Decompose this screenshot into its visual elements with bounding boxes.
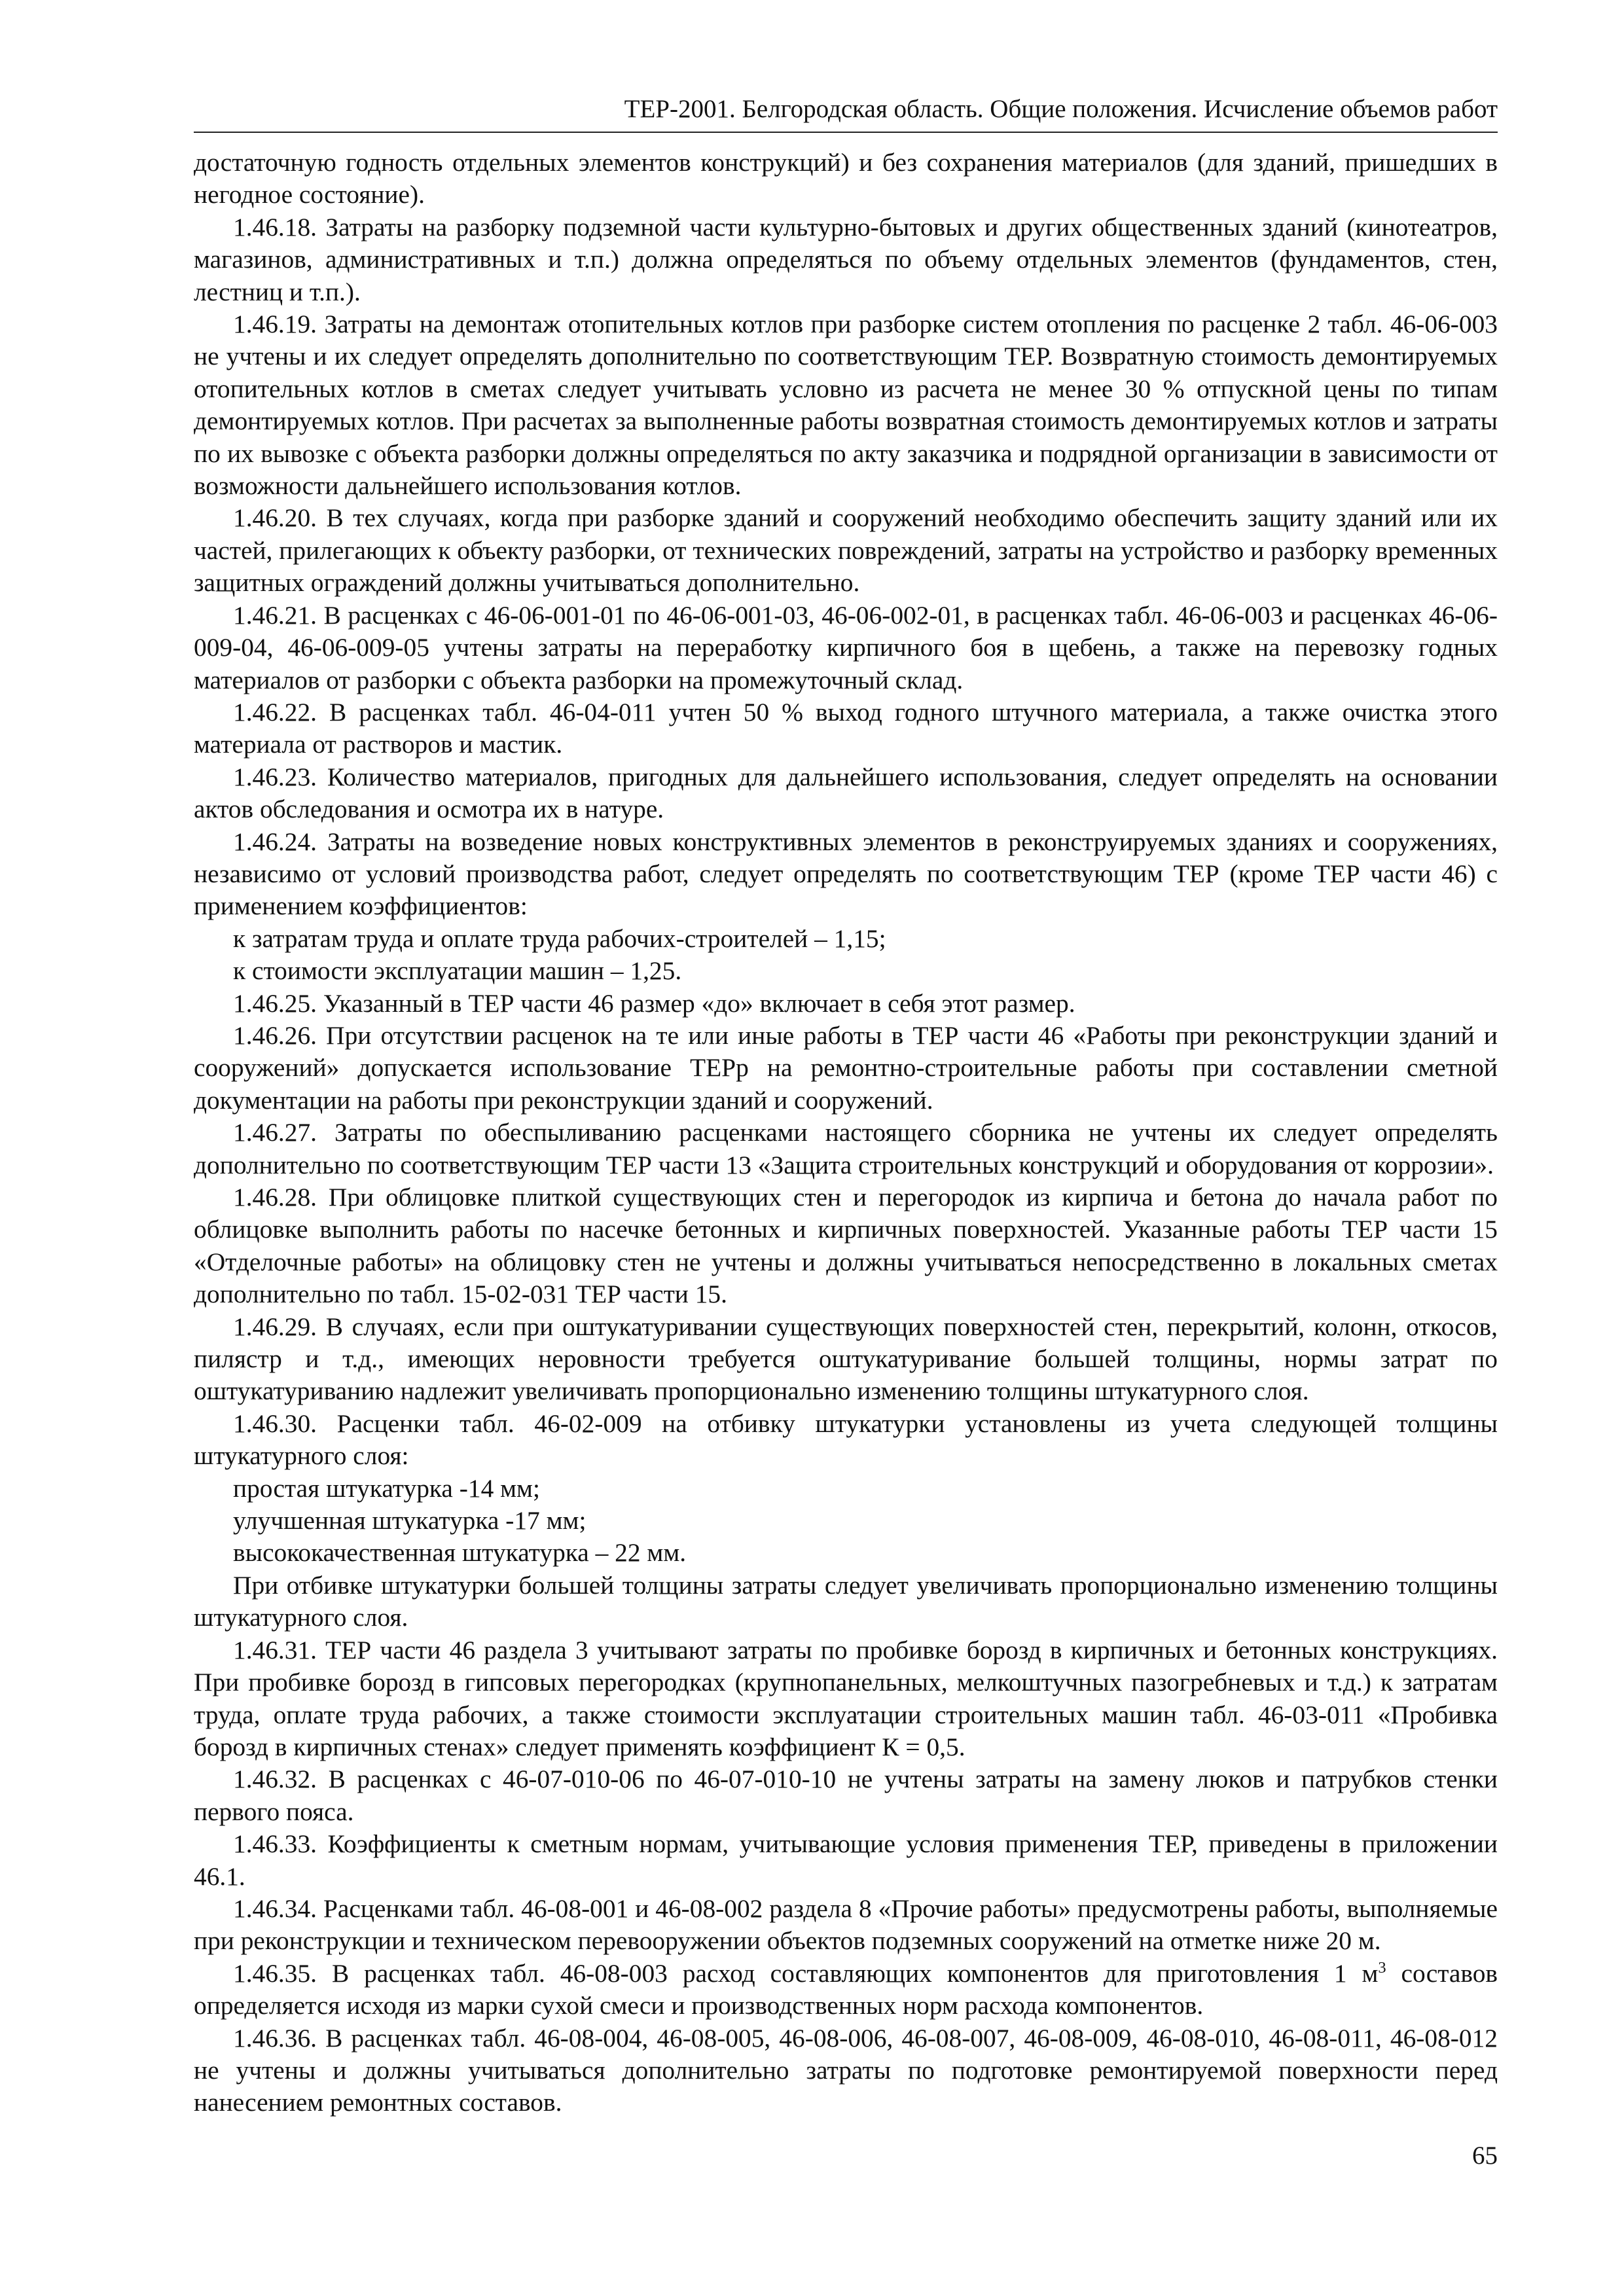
- paragraph: 1.46.20. В тех случаях, когда при разборке зданий и сооружений необходимо обеспечить защиту зданий или их частей, прилегающих к объекту разборки, от технических повреждений, затраты на устройство и разборку временных защитных ограждений должны учитываться дополнительно.: [194, 503, 1498, 598]
- paragraph: 1.46.33. Коэффициенты к сметным нормам, учитывающие условия применения ТЕР, приведены в приложении 46.1.: [194, 1829, 1498, 1891]
- paragraph: 1.46.24. Затраты на возведение новых конструктивных элементов в реконструируемых зданиях и сооружениях, независимо от условий производства работ, следует определять по соответствующим ТЕР (кроме ТЕР части 46) с применением коэффициентов:: [194, 827, 1498, 921]
- list-item: к стоимости эксплуатации машин – 1,25.: [233, 956, 682, 986]
- paragraph: 1.46.30. Расценки табл. 46-02-009 на отбивку штукатурки установлены из учета следующей толщины штукатурного слоя:: [194, 1408, 1498, 1471]
- running-header: ТЕР-2001. Белгородская область. Общие положения. Исчисление объемов работ: [624, 95, 1498, 123]
- paragraph: 1.46.31. ТЕР части 46 раздела 3 учитывают затраты по пробивке борозд в кирпичных и бетонных конструкциях. При пробивке борозд в гипсовых перегородках (крупнопанельных, мелкоштучных пазогребневых и т.д.) к затратам труда, оплате труда рабочих, а также стоимости эксплуатации строительных машин табл. 46-03-011 «Пробивка борозд в кирпичных стенах» следует применять коэффициент К = 0,5.: [194, 1635, 1498, 1761]
- paragraph: 1.46.22. В расценках табл. 46-04-011 учтен 50 % выход годного штучного материала, а также очистка этого материала от растворов и мастик.: [194, 697, 1498, 759]
- paragraph: 1.46.26. При отсутствии расценок на те или иные работы в ТЕР части 46 «Работы при реконструкции зданий и сооружений» допускается использование ТЕРр на ремонтно-строительные работы при составлении сметной документации на работы при реконструкции зданий и сооружений.: [194, 1020, 1498, 1115]
- paragraph: [194, 1958, 1498, 2022]
- paragraph: 1.46.19. Затраты на демонтаж отопительных котлов при разборке систем отопления по расценке 2 табл. 46-06-003 не учтены и их следует определять дополнительно по соответствующим ТЕР. Возвратную стоимость демонтируемых отопительных котлов в сметах следует учитывать условно из расчета не менее 30 % отпускной цены по типам демонтируемых котлов. При расчетах за выполненные работы возвратная стоимость демонтируемых котлов и затраты по их вывозке с объекта разборки должны определяться по акту заказчика и подрядной организации в зависимости от возможности дальнейшего использования котлов.: [194, 310, 1498, 501]
- paragraph: 1.46.36. В расценках табл. 46-08-004, 46-08-005, 46-08-006, 46-08-007, 46-08-009, 46-08-010, 46-08-011, 46-08-012 не учтены и должны учитываться дополнительно затраты по подготовке ремонтируемой поверхности перед нанесением ремонтных составов.: [194, 2023, 1498, 2117]
- list-item: высококачественная штукатурка – 22 мм.: [233, 1538, 687, 1568]
- paragraph: 1.46.28. При облицовке плиткой существующих стен и перегородок из кирпича и бетона до начала работ по облицовке выполнить работы по насечке бетонных и кирпичных поверхностей. Указанные работы ТЕР части 15 «Отделочные работы» на облицовку стен не учтены и должны учитываться непосредственно в локальных сметах дополнительно по табл. 15-02-031 ТЕР части 15.: [194, 1183, 1498, 1309]
- paragraph-text: 1.46.35. В расценках табл. 46-08-003 расход составляющих компонентов для приготовления 1 м: [233, 1958, 1379, 1988]
- paragraph: 1.46.25. Указанный в ТЕР части 46 размер «до» включает в себя этот размер.: [233, 988, 1075, 1018]
- list-item: улучшенная штукатурка -17 мм;: [233, 1506, 586, 1535]
- list-item: к затратам труда и оплате труда рабочих-строителей – 1,15;: [233, 924, 886, 953]
- header-divider: [194, 132, 1498, 133]
- paragraph-text: составов определяется исходя из марки сухой смеси и производственных норм расхода компонентов.: [194, 1958, 1498, 2020]
- paragraph: 1.46.29. В случаях, если при оштукатуривании существующих поверхностей стен, перекрытий, колонн, откосов, пилястр и т.д., имеющих неровности требуется оштукатуривание большей толщины, нормы затрат по оштукатуриванию надлежит увеличивать пропорционально изменению толщины штукатурного слоя.: [194, 1312, 1498, 1406]
- paragraph: 1.46.21. В расценках с 46-06-001-01 по 46-06-001-03, 46-06-002-01, в расценках табл. 46-06-003 и расценках 46-06-009-04, 46-06-009-05 учтены затраты на переработку кирпичного боя в щебень, а также на перевозку годных материалов от разборки с объекта разборки на промежуточный склад.: [194, 600, 1498, 694]
- paragraph: достаточную годность отдельных элементов конструкций) и без сохранения материалов (для зданий, пришедших в негодное состояние).: [194, 148, 1498, 209]
- paragraph: 1.46.34. Расценками табл. 46-08-001 и 46-08-002 раздела 8 «Прочие работы» предусмотрены работы, выполняемые при реконструкции и техническом перевооружении объектов подземных сооружений на отметке ниже 20 м.: [194, 1893, 1498, 1956]
- paragraph: 1.46.18. Затраты на разборку подземной части культурно-бытовых и других общественных зданий (кинотеатров, магазинов, административных и т.п.) должна определяться по объему отдельных элементов (фундаментов, стен, лестниц и т.п.).: [194, 212, 1498, 306]
- paragraph: При отбивке штукатурки большей толщины затраты следует увеличивать пропорционально изменению толщины штукатурного слоя.: [194, 1570, 1498, 1632]
- superscript: 3: [1378, 1958, 1386, 1977]
- paragraph: 1.46.27. Затраты по обеспыливанию расценками настоящего сборника не учтены их следует определять дополнительно по соответствующим ТЕР части 13 «Защита строительных конструкций и оборудования от коррозии».: [194, 1118, 1498, 1179]
- list-item: простая штукатурка -14 мм;: [233, 1473, 540, 1503]
- paragraph: 1.46.32. В расценках с 46-07-010-06 по 46-07-010-10 не учтены затраты на замену люков и патрубков стенки первого пояса.: [194, 1765, 1498, 1826]
- page-number: 65: [1472, 2142, 1498, 2170]
- paragraph: 1.46.23. Количество материалов, пригодных для дальнейшего использования, следует определять на основании актов обследования и осмотра их в натуре.: [194, 762, 1498, 824]
- document-body: [194, 147, 1498, 2119]
